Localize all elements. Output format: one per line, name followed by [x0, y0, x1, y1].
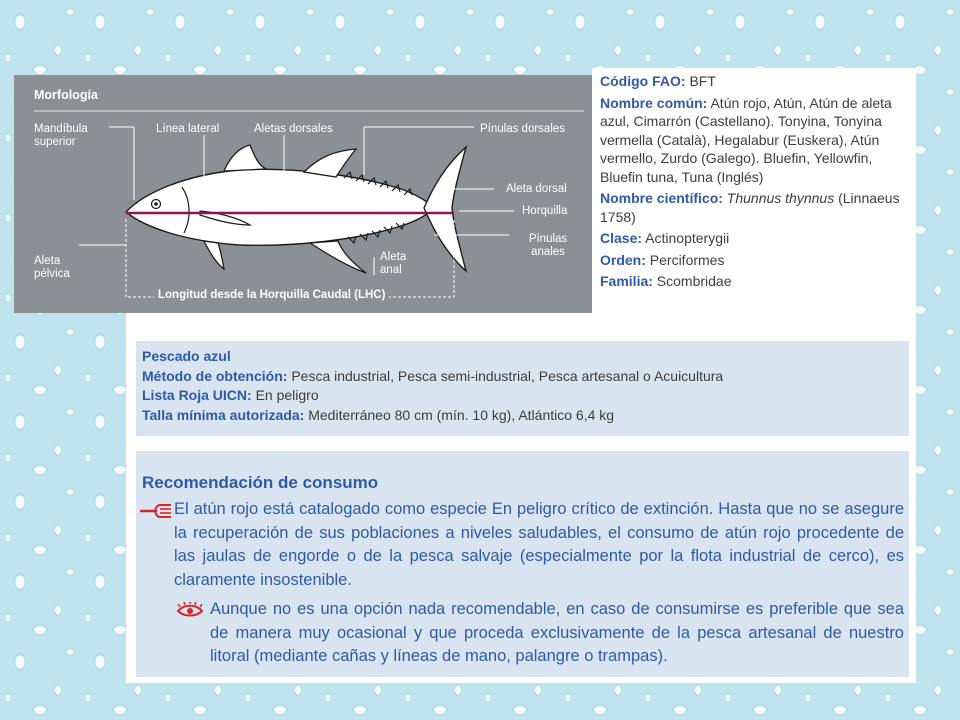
label-dorsal-fin: Aleta dorsal	[506, 183, 567, 195]
order-label: Orden:	[600, 251, 646, 268]
label-anal-fin: Aleta anal	[380, 251, 407, 276]
red-list-row	[142, 386, 909, 406]
family-value: Scombridae	[656, 273, 732, 289]
fao-code-label: Código FAO:	[600, 73, 686, 89]
eye-icon	[176, 602, 204, 618]
label-pectoral-fin: Aleta pectoral	[240, 230, 311, 242]
scientific-name-author: (Linnaeus 1758)	[600, 190, 900, 225]
scientific-name-label: Nombre científico:	[600, 190, 723, 206]
fao-code-row	[600, 72, 916, 91]
order-value: Perciformes	[649, 251, 725, 268]
species-info-panel	[592, 68, 916, 340]
recommendation-box	[136, 451, 909, 677]
min-size-row	[142, 406, 909, 426]
min-size-value: Mediterráneo 80 cm (mín. 10 kg), Atlántico 6,4 kg	[308, 406, 615, 423]
class-row	[600, 229, 916, 248]
class-label: Clase:	[600, 230, 643, 246]
label-jaw: Mandíbula superior	[34, 123, 88, 148]
recommendation-paragraph-2: Aunque no es una opción nada recomendable, en caso de consumirse es preferible que sea de manera muy ocasional y que proceda exclusivamente de la pesca artesanal de nuestro litoral (mediante cañas y líneas de mano, palangre o trampas).	[210, 600, 904, 665]
common-name-value: Atún rojo, Atún, Atún de aleta azul, Cimarrón (Castellano). Tonyina, Tonyina vermella (Català), Hegalabur (Euskera), Atún vermello, Zurdo (Galego). Bluefin, Yellowfin, Bluefin tuna, Tuna (Inglés)	[600, 94, 892, 185]
label-anal-finlets: Pínulas anales	[528, 233, 568, 258]
morphology-diagram	[14, 75, 592, 313]
family-row	[600, 272, 916, 291]
scientific-name-value: Thunnus thynnus	[726, 190, 835, 206]
class-value: Actinopterygii	[645, 230, 730, 246]
label-pelvic-fin: Aleta pélvica	[34, 255, 70, 280]
scientific-name-row	[600, 189, 916, 226]
label-lateral-line: Línea lateral	[156, 123, 220, 135]
recommendation-paragraph-1: El atún rojo está catalogado como especie En peligro crítico de extinción. Hasta que no se asegure la recuperación de sus poblaciones a niveles saludables, el consumo de atún rojo procedente de las jaulas de engorde o de la pesca salvaje (especialmente por la flota industrial de cerco), es claramente insostenible.	[174, 500, 904, 589]
red-list-value: En peligro	[255, 387, 319, 403]
method-row	[142, 367, 909, 387]
red-list-label: Lista Roja UICN:	[142, 387, 252, 403]
method-label: Método de obtención:	[142, 367, 288, 384]
method-value: Pesca industrial, Pesca semi-industrial, Pesca artesanal o Acuicultura	[291, 367, 724, 384]
recommendation-title: Recomendación de consumo	[142, 473, 379, 492]
label-fork: Horquilla	[522, 205, 568, 217]
family-label: Familia:	[600, 273, 653, 289]
fish-type: Pescado azul	[142, 348, 231, 364]
common-name-row	[600, 94, 916, 187]
label-fork-length: Longitud desde la Horquilla Caudal (LHC)	[154, 289, 389, 302]
morphology-title: Morfología	[34, 88, 98, 102]
min-size-label: Talla mínima autorizada:	[142, 406, 305, 423]
order-row	[600, 251, 916, 270]
fao-code-value: BFT	[689, 73, 716, 89]
fishing-info-box	[136, 341, 909, 436]
label-dorsal-finlets: Pínulas dorsales	[480, 123, 566, 135]
fork-icon	[140, 503, 172, 519]
label-dorsal-fins: Aletas dorsales	[254, 123, 333, 135]
common-name-label: Nombre común:	[600, 94, 708, 111]
